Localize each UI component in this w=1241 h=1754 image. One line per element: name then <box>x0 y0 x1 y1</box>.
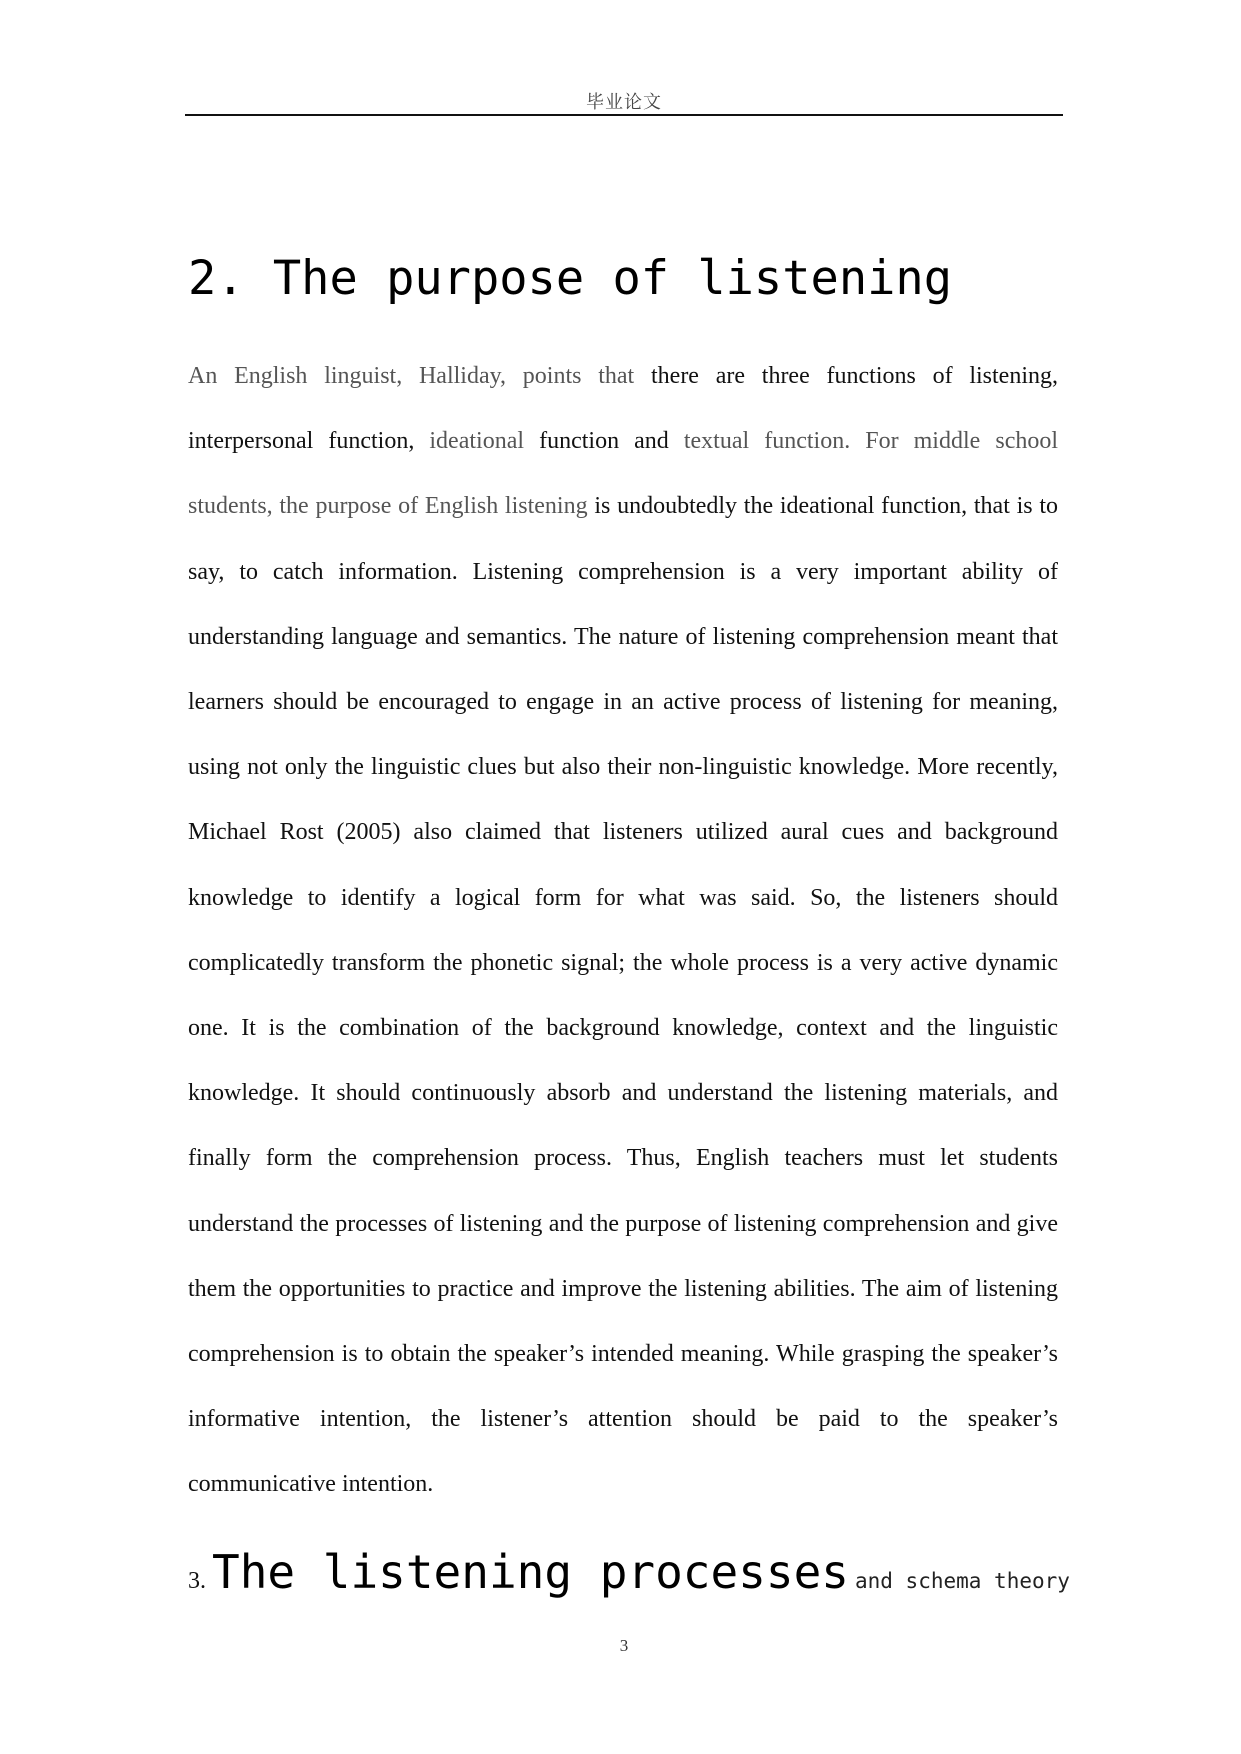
body-paragraph <box>188 344 1058 1518</box>
body-text-rest: is undoubtedly the ideational function, that is to say, to catch information. Listening comprehension is a very important ability of understanding language and semantics. The nature of listening comprehension meant that learners should be encouraged to engage in an active process of listening for meaning, using not only the linguistic clues but also their non-linguistic knowledge. More recently, Michael Rost (2005) also claimed that listeners utilized aural cues and background knowledge to identify a logical form for what was said. So, the listeners should complicatedly transform the phonetic signal; the whole process is a very active dynamic one. It is the combination of the background knowledge, context and the linguistic knowledge. It should continuously absorb and understand the listening materials, and finally form the comprehension process. Thus, English teachers must let students understand the processes of listening and the purpose of listening comprehension and give them the opportunities to practice and improve the listening abilities. The aim of listening comprehension is to obtain the speaker’s intended meaning. While grasping the speaker’s informative intention, the listener’s attention should be paid to the speaker’s communicative intention. <box>188 493 1059 1498</box>
next-section-title-tail: and schema theory <box>854 1569 1070 1593</box>
section-title: 2. The purpose of listening <box>188 251 953 306</box>
body-text-part4: function and <box>524 428 684 455</box>
next-section-title-main: The listening processes <box>212 1545 849 1599</box>
header-rule <box>185 114 1063 116</box>
next-section-heading <box>188 1545 1070 1599</box>
next-section-number: 3. <box>188 1568 206 1594</box>
page-number: 3 <box>619 1636 629 1655</box>
page-header: 毕业论文 <box>586 92 662 113</box>
body-text-part3: ideational <box>429 428 525 455</box>
body-text-part5: textual function. For middle school students, the purpose of English listening <box>188 428 1059 520</box>
body-text-part2: there are three functions of listening, interpersonal function, <box>188 363 1058 455</box>
body-text-lead: An English linguist, Halliday, points that <box>188 363 635 389</box>
